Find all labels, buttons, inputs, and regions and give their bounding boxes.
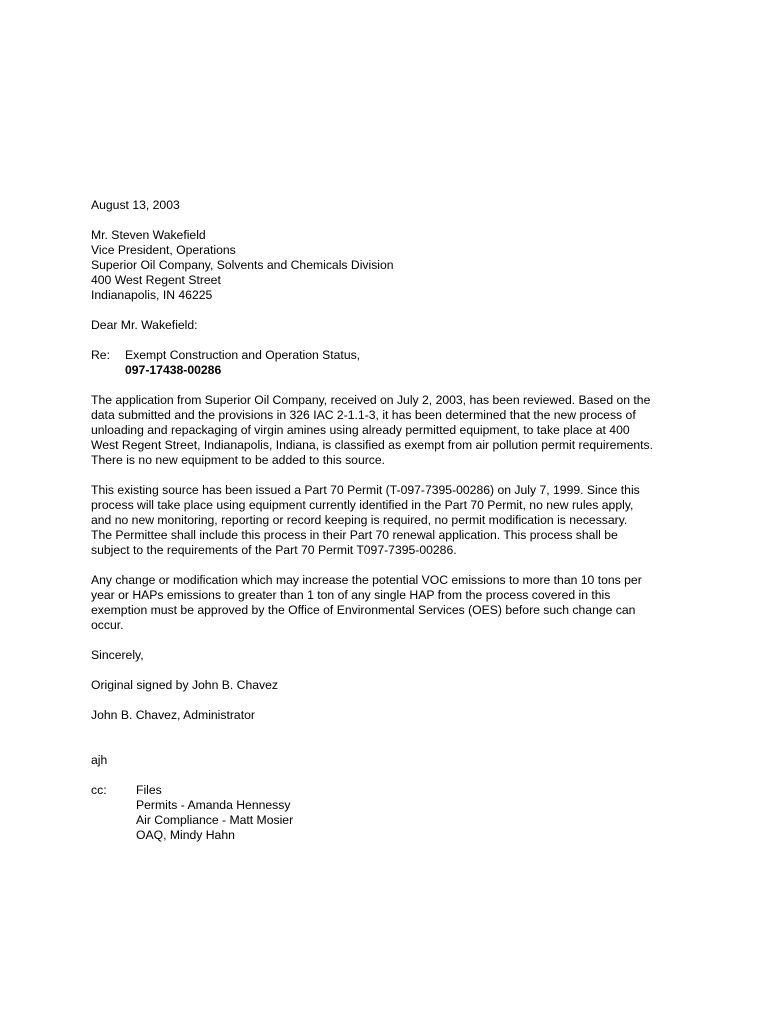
date-text: August 13, 2003 (91, 198, 180, 212)
recipient-street: 400 West Regent Street (91, 273, 221, 287)
body-paragraph-1 (91, 393, 691, 468)
paragraph-line: There is no new equipment to be added to this source. (91, 453, 386, 467)
paragraph-line: year or HAPs emissions to greater than 1 ton of any single HAP from the process covered in this (91, 588, 611, 602)
closing (91, 648, 691, 663)
paragraph-line: West Regent Street, Indianapolis, Indiana, is classified as exempt from air pollution permit requirements. (91, 438, 654, 452)
paragraph-line: Any change or modification which may increase the potential VOC emissions to more than 10 tons per (91, 573, 642, 587)
paragraph-line: The application from Superior Oil Company, received on July 2, 2003, has been reviewed. Based on the (91, 393, 651, 407)
paragraph-line: data submitted and the provisions in 326 IAC 2-1.1-3, it has been determined that the new process of (91, 408, 636, 422)
signer-text: John B. Chavez, Administrator (91, 708, 255, 722)
cc-recipient: Files (136, 783, 162, 797)
paragraph-line: This existing source has been issued a Part 70 Permit (T-097-7395-00286) on July 7, 1999. Since this (91, 483, 640, 497)
body-paragraph-2 (91, 483, 691, 558)
paragraph-line: occur. (91, 618, 124, 632)
salutation-text: Dear Mr. Wakefield: (91, 318, 198, 332)
subject-text: Exempt Construction and Operation Status, (125, 348, 361, 362)
subject-label: Re: (91, 348, 110, 362)
paragraph-line: subject to the requirements of the Part 70 Permit T097-7395-00286. (91, 543, 457, 557)
recipient-company: Superior Oil Company, Solvents and Chemicals Division (91, 258, 394, 272)
subject-content (125, 348, 360, 378)
cc-recipient: Permits - Amanda Hennessy (136, 798, 291, 812)
spacer (91, 738, 691, 753)
cc-recipient: OAQ, Mindy Hahn (136, 828, 235, 842)
recipient-address (91, 228, 691, 303)
subject-block (91, 348, 691, 378)
letter-date (91, 198, 691, 213)
paragraph-line: The Permittee shall include this process in their Part 70 renewal application. This process shall be (91, 528, 618, 542)
recipient-name: Mr. Steven Wakefield (91, 228, 206, 242)
permit-number: 097-17438-00286 (125, 363, 222, 377)
initials (91, 753, 691, 768)
salutation (91, 318, 691, 333)
cc-list (136, 783, 293, 843)
paragraph-line: unloading and repackaging of virgin amines using already permitted equipment, to take place at 400 (91, 423, 630, 437)
recipient-city: Indianapolis, IN 46225 (91, 288, 213, 302)
signature-note (91, 678, 691, 693)
paragraph-line: process will take place using equipment currently identified in the Part 70 Permit, no new rules apply, (91, 498, 634, 512)
cc-label: cc: (91, 783, 107, 797)
closing-text: Sincerely, (91, 648, 144, 662)
body-paragraph-3 (91, 573, 691, 633)
paragraph-line: and no new monitoring, reporting or record keeping is required, no permit modification is necessary. (91, 513, 628, 527)
recipient-title: Vice President, Operations (91, 243, 236, 257)
signer (91, 708, 691, 723)
letter-page (91, 198, 691, 843)
cc-recipient: Air Compliance - Matt Mosier (136, 813, 294, 827)
signature-note-text: Original signed by John B. Chavez (91, 678, 278, 692)
cc-block (91, 783, 691, 843)
paragraph-line: exemption must be approved by the Office of Environmental Services (OES) before such change can (91, 603, 636, 617)
initials-text: ajh (91, 753, 108, 767)
